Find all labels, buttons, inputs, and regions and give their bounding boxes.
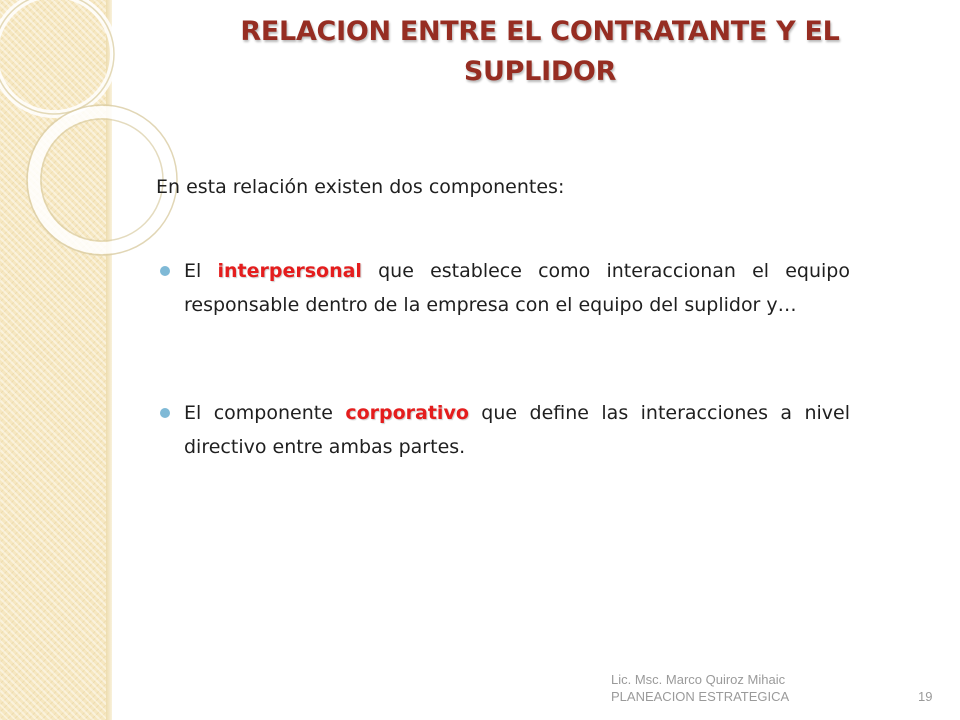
bullet-prefix: El componente xyxy=(184,402,346,424)
slide-title-line-2: SUPLIDOR xyxy=(463,56,617,87)
bullet-highlight-corporativo: corporativo xyxy=(345,402,469,424)
bullet-item-corporativo xyxy=(184,396,850,464)
footer-author: Lic. Msc. Marco Quiroz Mihaic xyxy=(611,672,786,687)
bullet-suffix: que define las interacciones a nivel directivo entre ambas partes. xyxy=(184,402,850,458)
page-number: 19 xyxy=(918,689,933,704)
intro-text: En esta relación existen dos componentes: xyxy=(156,176,565,198)
bullet-suffix: que establece como interaccionan el equipo responsable dentro de la empresa con el equipo del suplidor y… xyxy=(184,260,850,316)
slide-title-line-1: RELACION ENTRE EL CONTRATANTE Y EL xyxy=(240,16,840,47)
bullet-highlight-interpersonal: interpersonal xyxy=(217,260,362,282)
slide-title xyxy=(150,12,930,92)
bullet-item-interpersonal xyxy=(184,254,850,322)
bullet-prefix: El xyxy=(184,260,218,282)
bullet-dot-icon xyxy=(160,266,170,276)
bullet-dot-icon xyxy=(160,408,170,418)
footer-course: PLANEACION ESTRATEGICA xyxy=(611,689,790,704)
decorative-rings xyxy=(0,0,140,300)
